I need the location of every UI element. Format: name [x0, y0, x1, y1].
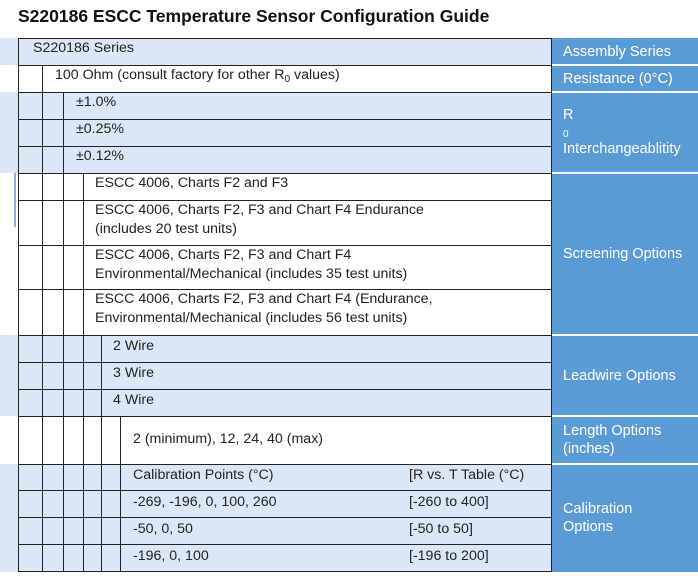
- rule: [42, 65, 43, 572]
- divider: [552, 463, 698, 465]
- divider: [552, 415, 698, 417]
- page-title: S220186 ESCC Temperature Sensor Configuration Guide: [18, 6, 490, 26]
- interchange-option: ±0.25%: [76, 121, 125, 137]
- rule: [18, 38, 19, 572]
- interchange-option: ±1.0%: [76, 94, 117, 110]
- divider: [552, 64, 698, 66]
- side-label-resistance: Resistance (0°C): [552, 65, 698, 92]
- side-label-length: Length Options (inches): [552, 416, 698, 464]
- length-option: 2 (minimum), 12, 24, 40 (max): [133, 431, 324, 447]
- side-label-screening: Screening Options: [552, 173, 698, 335]
- rule: [63, 92, 64, 572]
- interchange-option: ±0.12%: [76, 148, 125, 164]
- screening-option: ESCC 4006, Charts F2, F3 and Chart F4 (Endurance, Environmental/Mechanical (includes 56 test units): [95, 291, 433, 326]
- rule: [18, 490, 551, 491]
- rule: [101, 335, 102, 572]
- resistance-label: 100 Ohm (consult factory for other $R_0$ values): [55, 67, 340, 85]
- series-label: S220186 Series: [33, 40, 134, 56]
- divider: [552, 334, 698, 336]
- side-label-assembly: Assembly Series: [552, 38, 698, 65]
- leadwire-option: 2 Wire: [113, 338, 154, 354]
- accent-bar: [14, 173, 16, 227]
- calibration-points: -196, 0, 100: [133, 548, 209, 564]
- side-label-calibration: Calibration Options: [552, 464, 698, 572]
- calibration-header-points: Calibration Points (°C): [133, 467, 274, 483]
- rule: [18, 517, 551, 518]
- screening-option: ESCC 4006, Charts F2, F3 and Chart F4 Endurance (includes 20 test units): [95, 202, 424, 237]
- calibration-range: [-50 to 50]: [409, 521, 473, 537]
- calibration-range: [-260 to 400]: [409, 494, 489, 510]
- rule: [18, 464, 551, 465]
- leadwire-option: 4 Wire: [113, 392, 154, 408]
- side-label-leadwire: Leadwire Options: [552, 335, 698, 416]
- divider: [552, 91, 698, 93]
- leadwire-option: 3 Wire: [113, 365, 154, 381]
- rule: [18, 362, 551, 363]
- divider: [552, 172, 698, 174]
- side-label-interchangeability: R $_0$ Interchangeablitity: [552, 92, 698, 173]
- rule: [120, 416, 121, 572]
- calibration-points: -50, 0, 50: [133, 521, 193, 537]
- rule: [18, 416, 551, 417]
- rule: [18, 544, 551, 545]
- rule: [18, 335, 551, 336]
- rule: [18, 389, 551, 390]
- rule: [18, 571, 551, 572]
- calibration-range: [-196 to 200]: [409, 548, 489, 564]
- calibration-header-table: [R vs. T Table (°C): [409, 467, 525, 483]
- screening-option: ESCC 4006, Charts F2, F3 and Chart F4 Environmental/Mechanical (includes 35 test units): [95, 247, 408, 282]
- calibration-points: -269, -196, 0, 100, 260: [133, 494, 277, 510]
- rule: [83, 173, 84, 572]
- screening-option: ESCC 4006, Charts F2 and F3: [95, 175, 289, 191]
